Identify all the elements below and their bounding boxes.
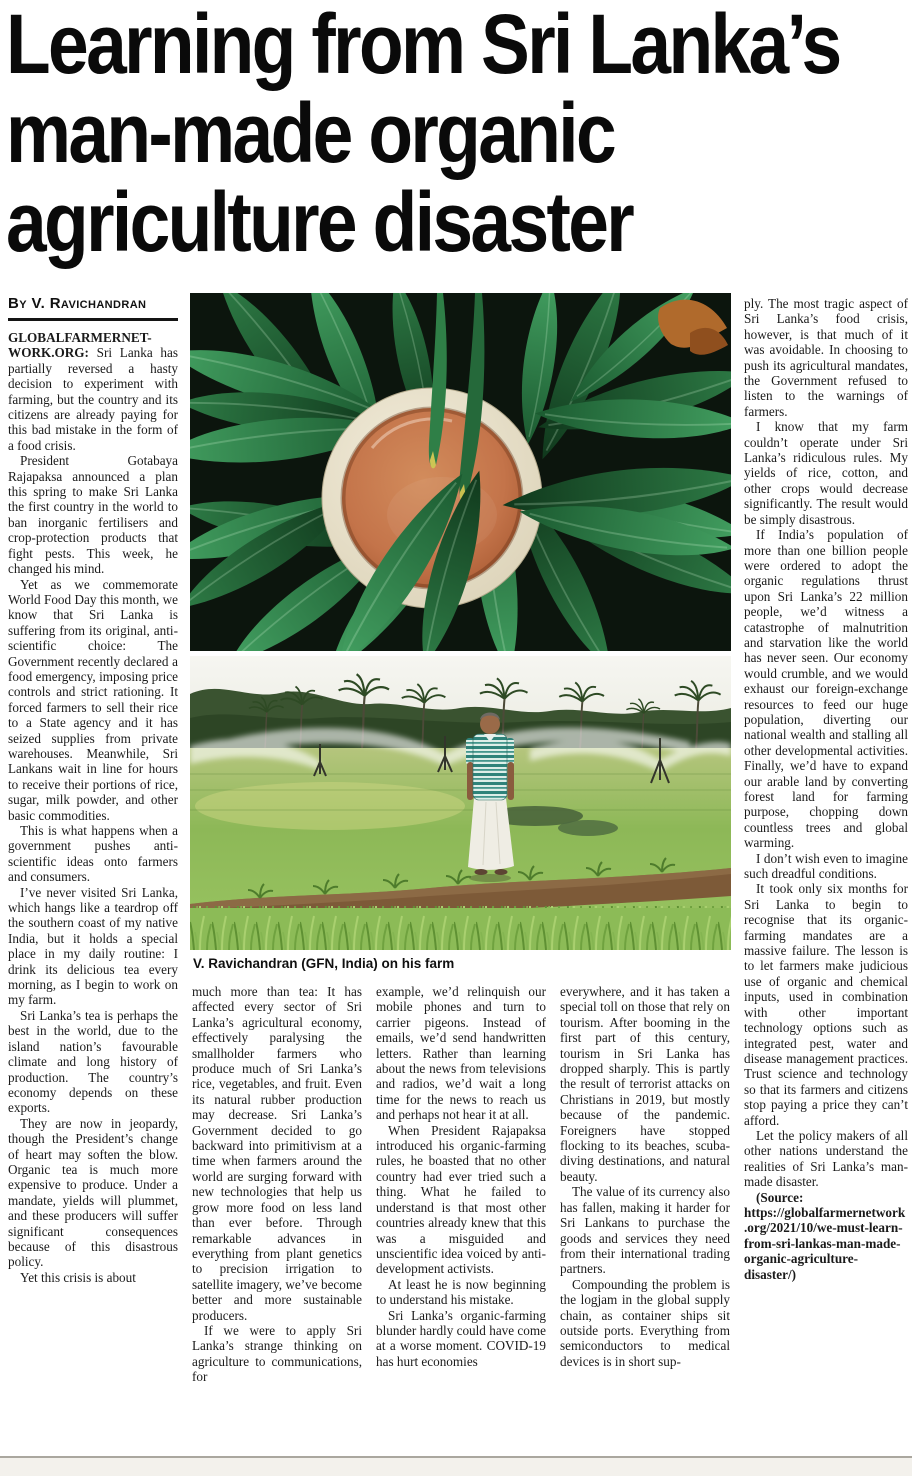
paragraph: When President Rajapaksa introduced his organic-farming rules, he boasted that no other country had ever tried such a thing. What he failed to understand is that most other countries already knew that this was a misguided and unscientific idea voiced by anti-development activists. [376, 1122, 546, 1277]
photo-caption: V. Ravichandran (GFN, India) on his farm [193, 956, 455, 971]
paragraph: They are now in jeopardy, though the President’s change of heart may soften the blow. Organic tea is much more expensive to produce. Under a mandate, yields will plummet, and these producers will suffer significant consequences because of this disastrous policy. [8, 1115, 178, 1270]
paragraph: (Source: https://globalfarmernetwork.org/2021/10/we-must-learn-from-sri-lankas-man-made-organic-agriculture-disaster/) [744, 1189, 906, 1282]
paragraph: Sri Lanka’s organic-farming blunder hardly could have come at a worse moment. COVID-19 has hurt economies [376, 1307, 546, 1369]
headline-line: agriculture disaster [6, 175, 633, 269]
paragraph: GLOBALFARMERNET-WORK.ORG: Sri Lanka has partially reversed a hasty decision to experiment with farming, but the country and its citizens are already paying for this bad mistake in the form of a food crisis. [8, 330, 178, 453]
paragraph: Compounding the problem is the logjam in the global supply chain, as container ships sit outside ports. Everything from semiconductors to medical devices is in short sup- [560, 1276, 730, 1369]
headline [6, 0, 840, 267]
paragraph: example, we’d relinquish our mobile phones and turn to carrier pigeons. Instead of emails, we’d send handwritten letters. Rather than learning about the news from televisions and radios, we’d wait a long time for the news to reach us and perhaps not hear it at all. [376, 984, 546, 1123]
farm-field-illustration [190, 656, 731, 950]
paragraph-lead: GLOBALFARMERNET-WORK.ORG: [8, 330, 152, 361]
paragraph: It took only six months for Sri Lanka to begin to recognise that its organic-farming mandates are a massive failure. The lesson is to let farmers make judicious use of organic and chemical inputs, used in combination with other important technology options such as integrated pest, water and disease management practices. Trust science and technology so that its farmers and citizens stop paying a price they can’t afford. [744, 881, 908, 1128]
paragraph: If we were to apply Sri Lanka’s strange thinking on agriculture to communications, for [192, 1322, 362, 1385]
paragraph: Yet this crisis is about [20, 1269, 136, 1285]
byline [8, 295, 178, 321]
paragraph: Sri Lanka’s tea is perhaps the best in the world, due to the island nation’s favourable climate and long history of production. The country’s economy depends on these exports. [8, 1007, 178, 1116]
paragraph: I don’t wish even to imagine such dreadful conditions. [744, 850, 908, 882]
paragraph: President Gotabaya Rajapaksa announced a plan this spring to make Sri Lanka the first country in the world to ban inorganic fertilisers and crop-protection products that fight pests. This week, he changed his mind. [8, 453, 178, 577]
column-1 [8, 330, 178, 1456]
tea-photo [190, 293, 731, 651]
column-5 [744, 296, 908, 1456]
paragraph: This is what happens when a government pushes anti-scientific ideas onto farmers and consumers. [8, 823, 178, 885]
paragraph: I know that my farm couldn’t operate under Sri Lanka’s ridiculous rules. My yields of rice, cotton, and other crops would decrease significantly. The result would be simply disastrous. [744, 419, 908, 527]
column-2 [192, 984, 362, 1456]
farm-photo [190, 656, 731, 950]
paragraph: much more than tea: It has affected every sector of Sri Lanka’s agricultural economy, effectively paralysing the smallholder farmers who produce much of Sri Lanka’s rice, vegetables, and fruit. Even its natural rubber production may decrease. Sri Lanka’s Government decided to go backward into primitivism at a time when farmers around the world are surging forward with new technologies that help us grow more food on less land than ever before. Through remarkable advances in everything from plant genetics to precision irrigation to satellite imagery, we’ve become better and more sustainable producers. [192, 984, 362, 1323]
byline-text: By V. Ravichandran [8, 295, 147, 312]
headline-line: Learning from Sri Lanka’s [6, 0, 840, 91]
paragraph: everywhere, and it has taken a special toll on those that rely on tourism. After booming in the first part of this century, tourism in Sri Lanka has dropped sharply. This is partly the result of terrorist attacks on Christians in 2019, but mostly because of the pandemic. Foreigners have stopped flocking to its beaches, scuba-diving destinations, and natural beauty. [560, 984, 730, 1184]
paragraph: At least he is now beginning to understand his mistake. [376, 1276, 546, 1308]
paragraph: The value of its currency also has fallen, making it harder for Sri Lankans to purchase the goods and services they need from their international trading partners. [560, 1184, 730, 1277]
paragraph: If India’s population of more than one billion people were ordered to adopt the organic regulations thrust upon Sri Lanka’s 22 million people, we’d witness a catastrophe of malnutrition and starvation like the world has never seen. Our economy would crumble, and we would exhaust our foreign-exchange resources to feed our huge population, diverting our national wealth and stalling all other developmental activities. Finally, we’d have to expand our arable land by converting forest land for farming purpose, chopping down countless trees and global warming. [744, 527, 908, 851]
paragraph: Yet as we commemorate World Food Day this month, we know that Sri Lanka is suffering from its original, anti-scientific choice: The Government recently declared a food emergency, imposing price controls and strict rationing. It forced farmers to sell their rice to a State agency and it has seized supplies from private warehouses. Meanwhile, Sri Lankans wait in line for hours to receive their portions of rice, sugar, milk powder, and other basic commodities. [8, 576, 178, 823]
headline-line: man-made organic [6, 86, 615, 180]
paragraph: Let the policy makers of all other nations understand the realities of Sri Lanka’s man-made disaster. [744, 1127, 908, 1190]
column-4 [560, 984, 730, 1456]
paragraph: ply. The most tragic aspect of Sri Lanka’s food crisis, however, is that much of it was avoidable. In choosing to push its agricultural mandates, the Government refused to listen to the warnings of farmers. [744, 296, 908, 419]
paragraph: I’ve never visited Sri Lanka, which hangs like a teardrop off the southern coast of my native India, but it holds a special place in my daily routine: I drink its delicious tea every morning, as I begin to work on my farm. [8, 884, 178, 1008]
page-bottom-rule [0, 1456, 912, 1476]
column-3 [376, 984, 546, 1456]
tea-cup-illustration [190, 293, 731, 651]
